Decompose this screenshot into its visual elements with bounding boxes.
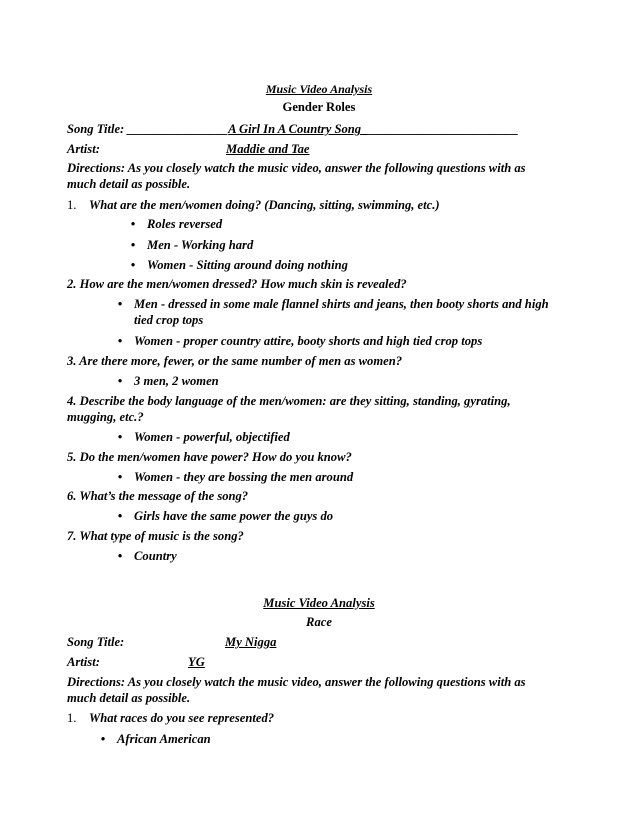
answer-text: Women - they are bossing the men around: [134, 470, 354, 484]
section1-directions-line2: much detail as possible.: [67, 177, 191, 191]
section2-directions-line2: much detail as possible.: [67, 691, 191, 705]
section2-title: Music Video Analysis: [263, 596, 375, 610]
artist-underline: [109, 654, 300, 670]
answer-text: Girls have the same power the guys do: [134, 509, 334, 523]
section1-song-title-row: [67, 121, 518, 137]
artist-value: YG: [188, 655, 205, 669]
section1-artist-row: [67, 141, 100, 157]
section2-directions-line1: Directions: As you closely watch the music video, answer the following questions with as: [67, 675, 526, 689]
bullet-icon: •: [117, 430, 123, 444]
list-item: [116, 296, 549, 312]
bullet-icon: •: [130, 217, 136, 231]
bullet-icon: •: [117, 509, 123, 523]
answer-text: 3 men, 2 women: [134, 374, 219, 388]
section2-song-title-label: Song Title:: [67, 635, 125, 649]
bullet-icon: •: [117, 297, 123, 311]
section2-subtitle: Race: [306, 615, 332, 629]
list-item: [116, 548, 177, 564]
section2-artist-label: Artist:: [67, 655, 100, 669]
list-item: [116, 429, 290, 445]
answer-text: Women - proper country attire, booty shorts and high tied crop tops: [134, 334, 483, 348]
list-item: [129, 257, 348, 273]
answer-text: Country: [134, 549, 177, 563]
answer-text: Women - Sitting around doing nothing: [147, 258, 348, 272]
song-title-blank: ________________________: [367, 122, 519, 136]
list-item: [129, 237, 253, 253]
question-4-line1: 4. Describe the body language of the men/women: are they sitting, standing, gyrating,: [67, 394, 511, 408]
question-4-line2: mugging, etc.?: [67, 410, 144, 424]
list-item: [116, 373, 219, 389]
answer-text: Roles reversed: [147, 217, 223, 231]
artist-value: Maddie and Tae: [226, 142, 310, 156]
bullet-icon: •: [117, 470, 123, 484]
section1-title: Music Video Analysis: [265, 82, 373, 96]
artist-label: Artist:: [67, 142, 100, 156]
song-title-label: Song Title:: [67, 122, 125, 136]
question-number: 1.: [67, 711, 77, 725]
list-item: [116, 508, 333, 524]
list-item: [99, 731, 211, 747]
question-5: 5. Do the men/women have power? How do you know?: [67, 450, 352, 464]
list-item: [129, 216, 222, 232]
song-title-value: My Nigga: [225, 635, 277, 649]
answer-continuation: tied crop tops: [134, 313, 204, 327]
answer-text: African American: [117, 732, 211, 746]
section2-question-1: [67, 710, 274, 726]
section1-subtitle: Gender Roles: [282, 100, 356, 114]
question-1: [67, 197, 440, 213]
question-2: 2. How are the men/women dressed? How much skin is revealed?: [67, 277, 407, 291]
question-number: 1.: [67, 198, 77, 212]
bullet-icon: •: [130, 258, 136, 272]
question-6: 6. What’s the message of the song?: [67, 489, 249, 503]
artist-underline: [130, 141, 412, 157]
question-3: 3. Are there more, fewer, or the same number of men as women?: [67, 354, 403, 368]
song-title-value: A Girl In A Country Song_: [228, 122, 368, 136]
list-item: [116, 469, 353, 485]
bullet-icon: •: [117, 334, 123, 348]
question-text: What races do you see represented?: [89, 711, 275, 725]
section1-directions-line1: Directions: As you closely watch the music video, answer the following questions with as: [67, 161, 526, 175]
answer-text: Men - Working hard: [147, 238, 254, 252]
list-item: [116, 333, 482, 349]
question-text: What are the men/women doing? (Dancing, sitting, swimming, etc.): [89, 198, 440, 212]
bullet-icon: •: [117, 549, 123, 563]
bullet-icon: •: [100, 732, 106, 746]
song-title-blank: ________________: [127, 122, 229, 136]
answer-text: Men - dressed in some male flannel shirts and jeans, then booty shorts and high: [134, 297, 549, 311]
answer-text: Women - powerful, objectified: [134, 430, 290, 444]
bullet-icon: •: [130, 238, 136, 252]
bullet-icon: •: [117, 374, 123, 388]
song-title-underline: [136, 634, 376, 650]
question-7: 7. What type of music is the song?: [67, 529, 244, 543]
